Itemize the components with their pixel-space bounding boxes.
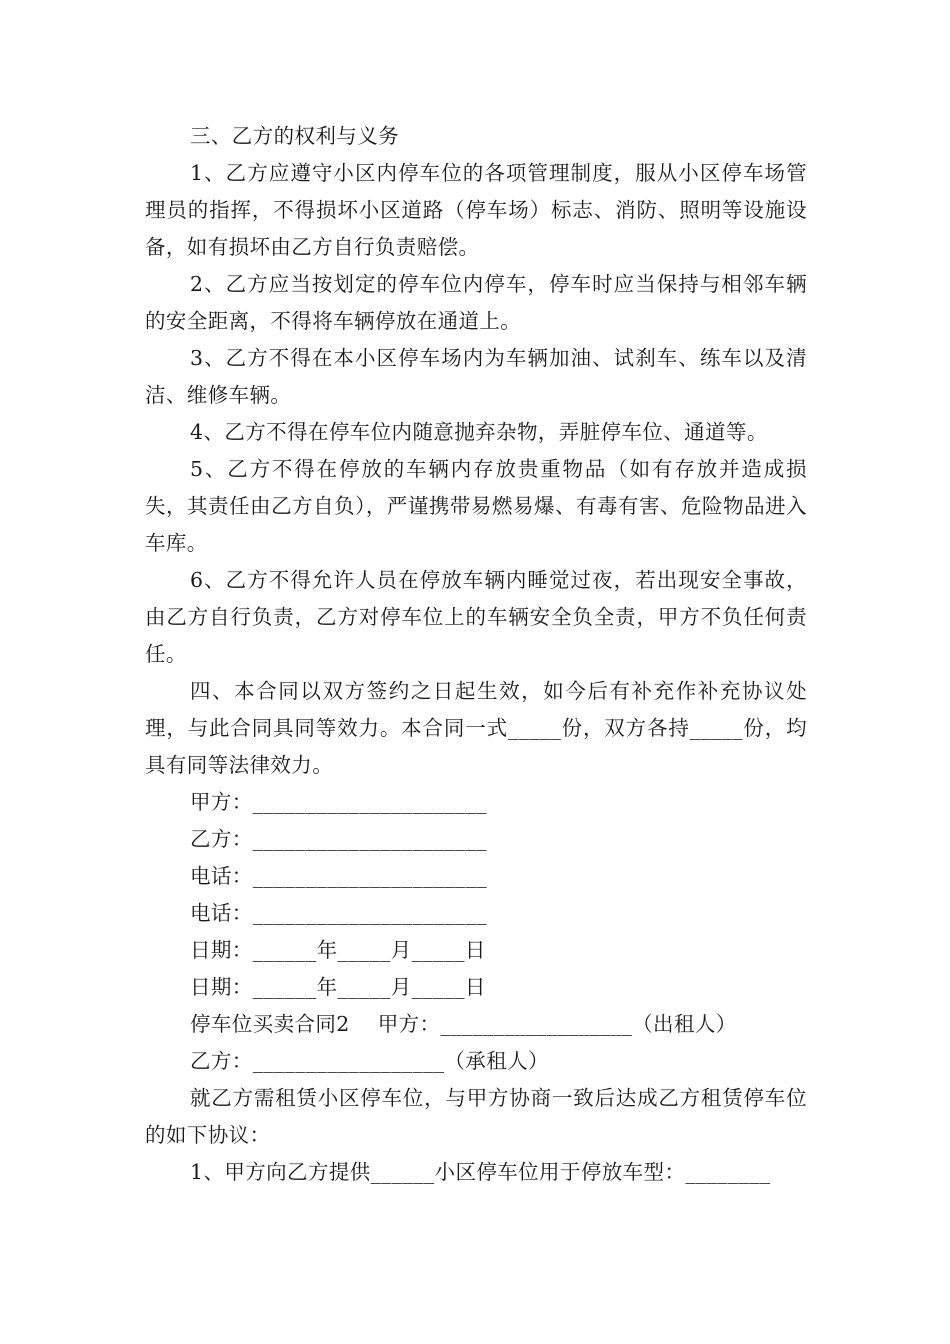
- signature-party-a: 甲方：______________________: [190, 790, 487, 814]
- contract-two-item: 1、甲方向乙方提供______小区停车位用于停放车型：________: [190, 1160, 771, 1184]
- clause-item: 6、乙方不得允许人员在停放车辆内睡觉过夜，若出现安全事故，由乙方自行负责，乙方对停车位上的车辆安全负全责，甲方不负任何责任。: [145, 568, 807, 666]
- contract-two-intro: 就乙方需租赁小区停车位，与甲方协商一致后达成乙方租赁停车位的如下协议：: [145, 1086, 807, 1147]
- signature-phone: 电话：______________________: [190, 901, 487, 925]
- signature-date: 日期：______年_____月_____日: [190, 938, 486, 962]
- contract-two-party-a: 甲方：__________________（出租人）: [377, 1012, 737, 1036]
- clause-item: 1、乙方应遵守小区内停车位的各项管理制度，服从小区停车场管理员的指挥，不得损坏小区道路（停车场）标志、消防、照明等设施设备，如有损坏由乙方自行负责赔偿。: [145, 161, 807, 259]
- section-four-clause: 四、本合同以双方签约之日起生效，如今后有补充作补充协议处理，与此合同具同等效力。本合同一式_____份，双方各持_____份，均具有同等法律效力。: [145, 679, 807, 777]
- contract-two-party-b: 乙方：__________________（承租人）: [190, 1049, 549, 1073]
- clause-item: 3、乙方不得在本小区停车场内为车辆加油、试刹车、练车以及清洁、维修车辆。: [145, 346, 807, 407]
- contract-two-header: [145, 1006, 807, 1043]
- signature-party-b: 乙方：______________________: [190, 827, 487, 851]
- clause-item: 5、乙方不得在停放的车辆内存放贵重物品（如有存放并造成损失，其责任由乙方自负），严谨携带易燃易爆、有毒有害、危险物品进入车库。: [145, 457, 807, 555]
- clause-item: 2、乙方应当按划定的停车位内停车，停车时应当保持与相邻车辆的安全距离，不得将车辆停放在通道上。: [145, 272, 807, 333]
- signature-phone: 电话：______________________: [190, 864, 487, 888]
- contract-two-title: 停车位买卖合同2: [190, 1012, 350, 1036]
- clause-item: 4、乙方不得在停车位内随意抛弃杂物，弄脏停车位、通道等。: [190, 420, 768, 444]
- document-body: [145, 118, 807, 1191]
- signature-date: 日期：______年_____月_____日: [190, 975, 486, 999]
- section-heading: 三、乙方的权利与义务: [190, 124, 399, 148]
